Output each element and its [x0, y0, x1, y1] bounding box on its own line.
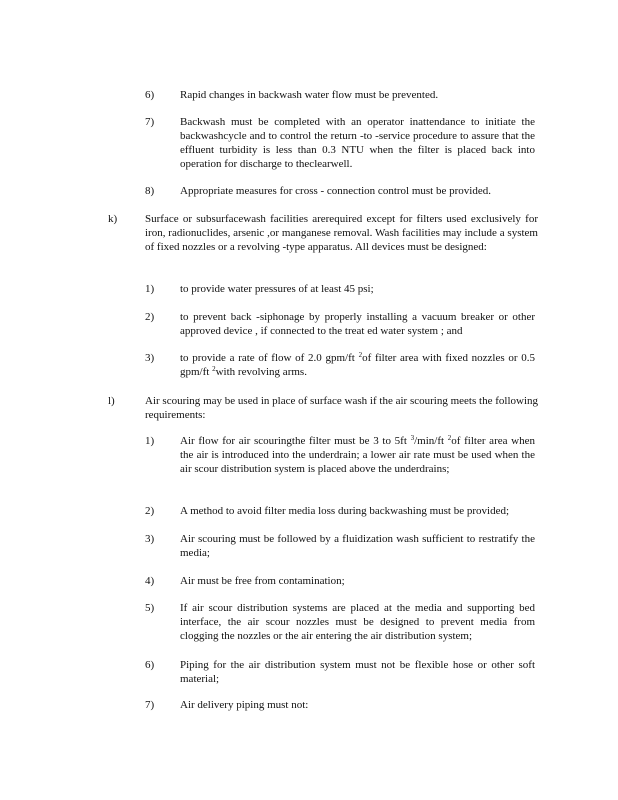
item-number: 4): [145, 575, 155, 587]
item-number: 7): [145, 116, 155, 128]
item-text: Piping for the air distribution system must not be flexible hose or other soft material;: [180, 659, 535, 685]
item-text: If air scour distribution systems are placed at the media and supporting bed interface, the air scour nozzles must be designed to prevent media from clogging the nozzles or the air entering the air distribution system;: [180, 602, 535, 642]
item-number: 2): [145, 311, 155, 323]
section-number: l): [108, 395, 115, 407]
item-text: to provide water pressures of at least 45 psi;: [180, 283, 374, 295]
section-text: Air scouring may be used in place of surface wash if the air scouring meets the following requirements:: [145, 395, 538, 421]
item-number: 3): [145, 533, 155, 545]
item-number: 7): [145, 699, 155, 711]
item-text: Air scouring must be followed by a fluidization wash sufficient to restratify the media;: [180, 533, 535, 559]
section-number: k): [108, 213, 118, 225]
item-text: Air must be free from contamination;: [180, 575, 345, 587]
item-number: 2): [145, 505, 155, 517]
item-number: 6): [145, 659, 155, 671]
item-text: Rapid changes in backwash water flow must be prevented.: [180, 89, 439, 101]
item-text: Backwash must be completed with an operator inattendance to initiate the backwashcycle and to control the return -to -service procedure to assure that the effluent turbidity is less than 0.3 NTU when the filter is placed back into operation for discharge to theclearwell.: [180, 116, 535, 170]
item-number: 6): [145, 89, 155, 101]
item-text: Air flow for air scouringthe filter must be 3 to 5ft $^3$/min/ft $^2$of filter area when the air is introduced into the underdrain; a lower air rate must be used when the air scour distribution system is placed above the underdrains;: [180, 434, 536, 475]
section-text: Surface or subsurfacewash facilities arerequired except for filters used exclusively for iron, radionuclides, arsenic ,or manganese removal. Wash facilities may include a system of fixed nozzles or a revolving -type apparatus. All devices must be designed:: [145, 213, 538, 253]
item-number: 1): [145, 283, 155, 295]
item-number: 3): [145, 352, 155, 364]
item-text: Appropriate measures for cross - connection control must be provided.: [180, 185, 491, 197]
item-number: 5): [145, 602, 155, 614]
item-text: Air delivery piping must not:: [180, 699, 309, 711]
item-number: 8): [145, 185, 155, 197]
item-number: 1): [145, 435, 155, 447]
item-text: to prevent back -siphonage by properly installing a vacuum breaker or other approved device , if connected to the treat ed water system ; and: [180, 311, 535, 337]
item-text: A method to avoid filter media loss during backwashing must be provided;: [180, 505, 510, 517]
item-text: to provide a rate of flow of 2.0 gpm/ft $^2$of filter area with fixed nozzles or 0.5 gpm/ft $^2$with revolving arms.: [180, 351, 535, 378]
